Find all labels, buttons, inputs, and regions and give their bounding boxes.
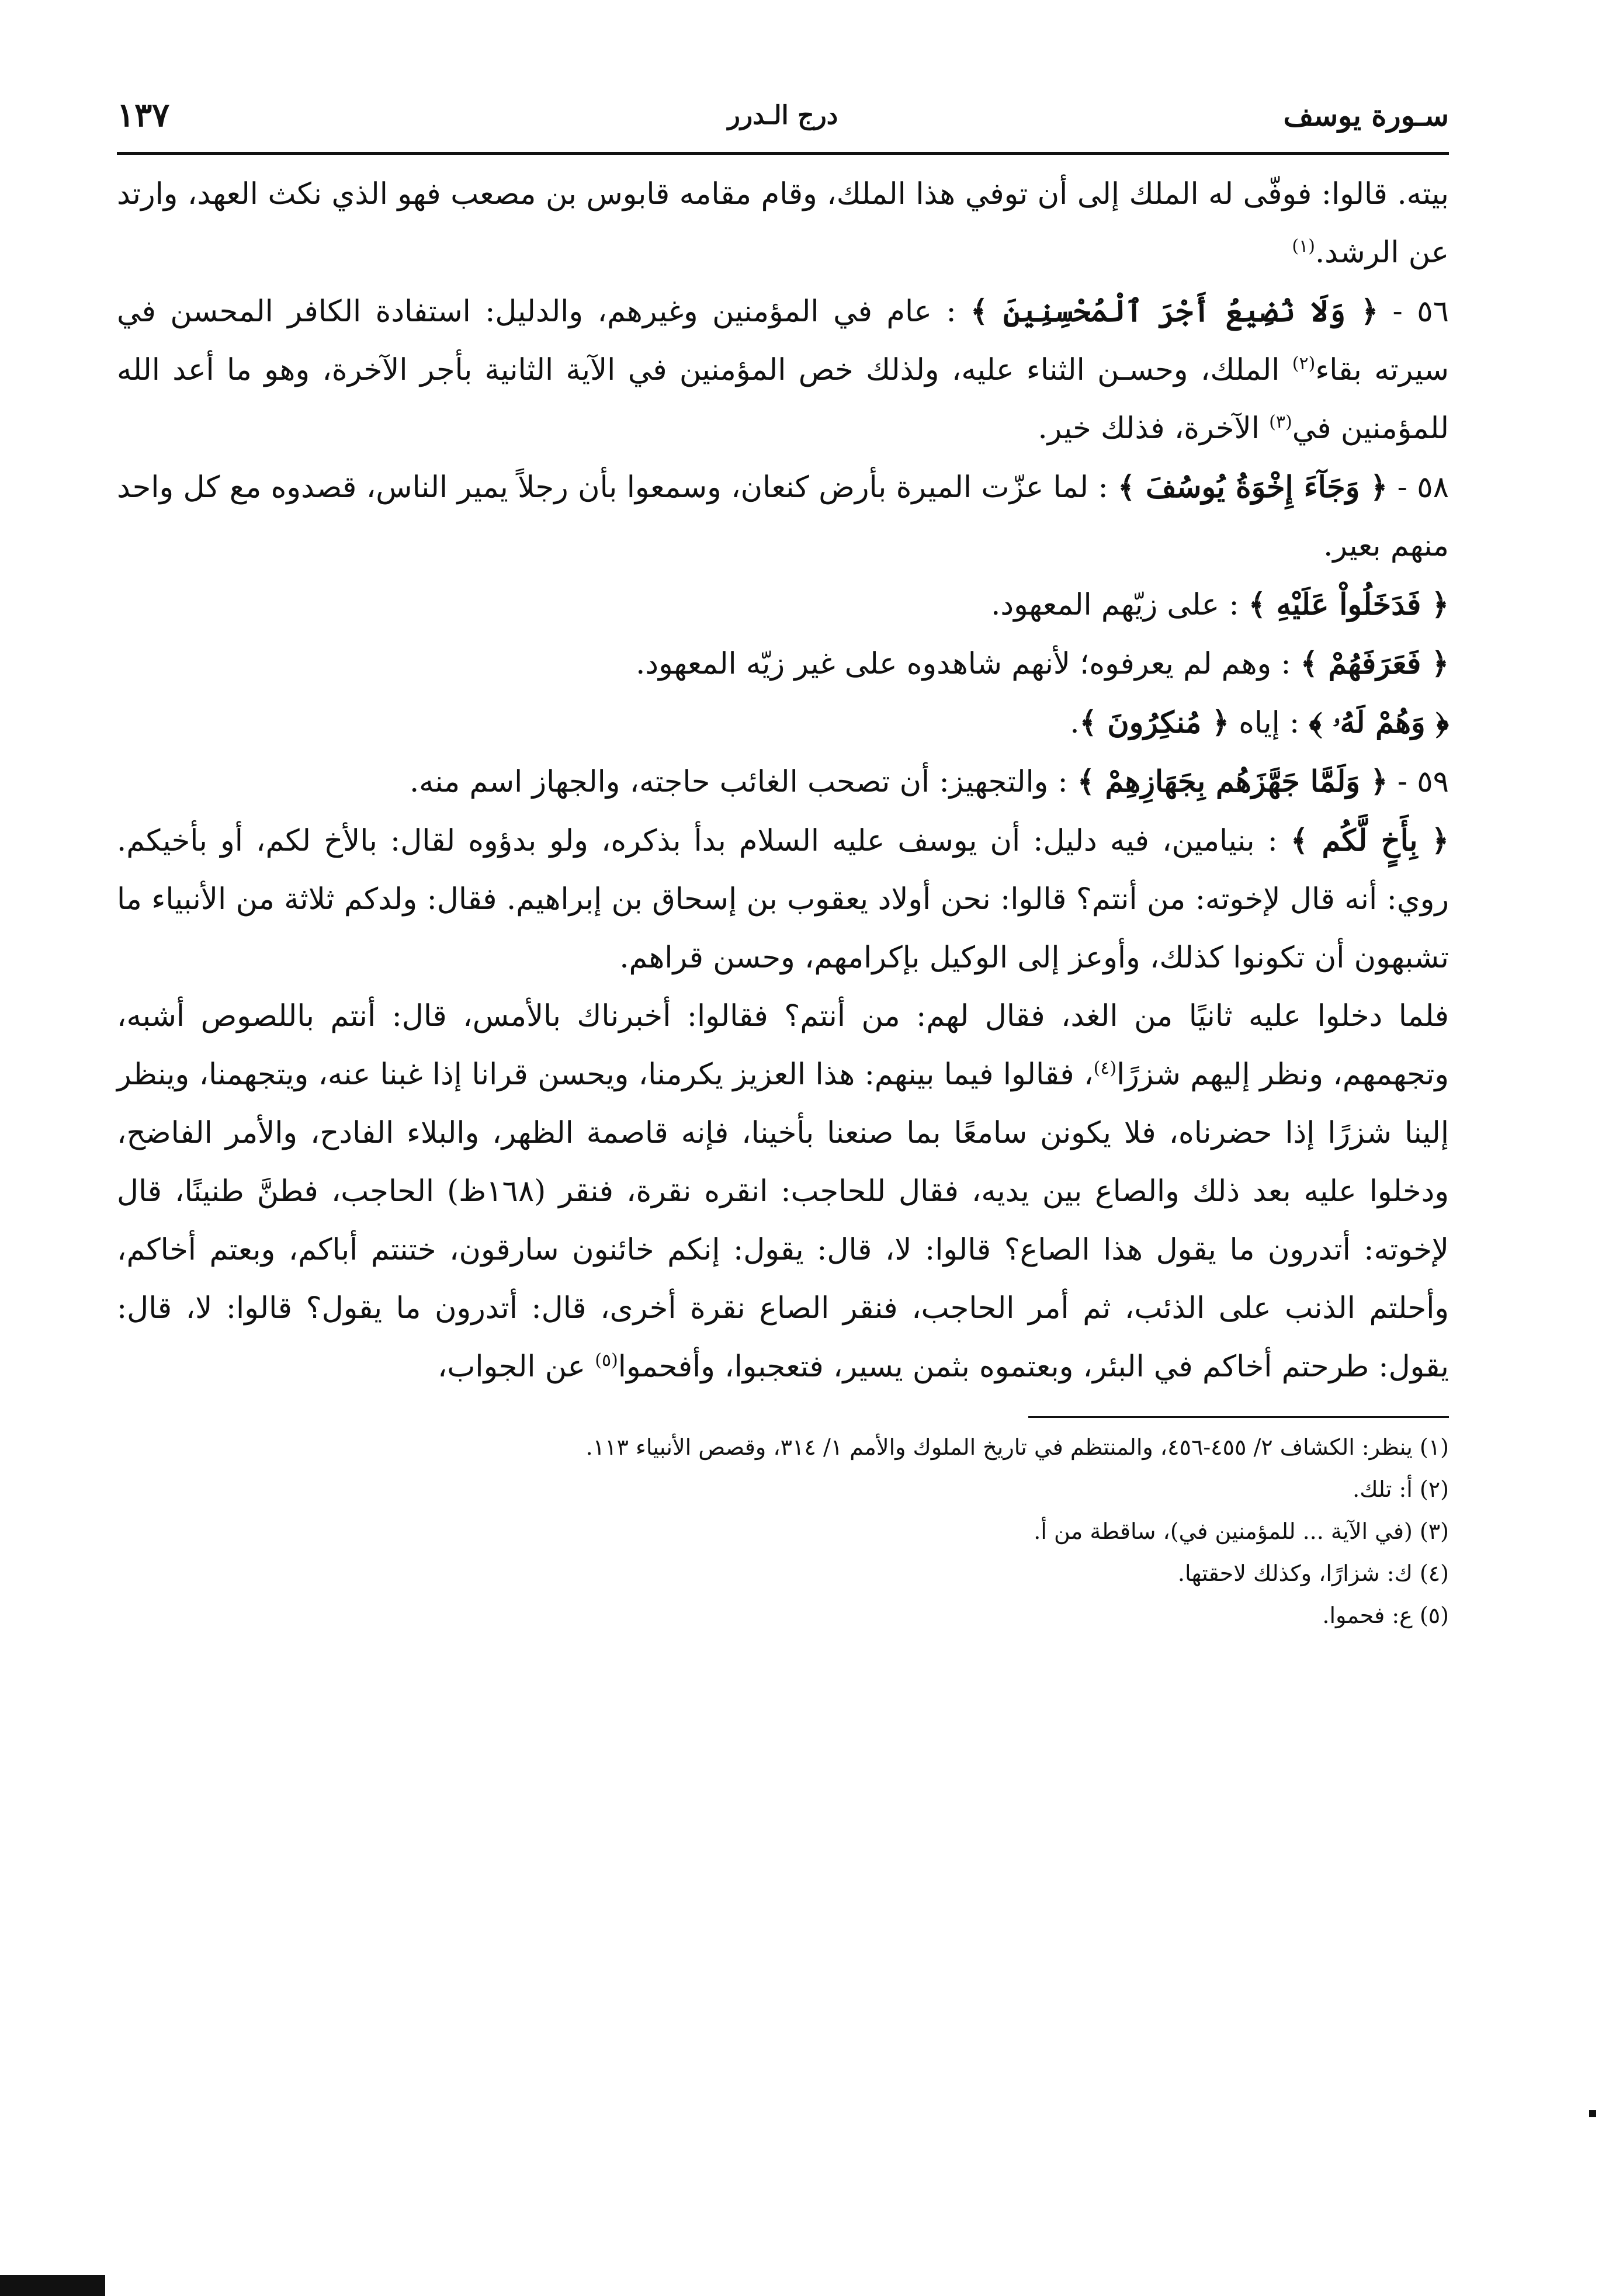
paragraph xyxy=(117,165,1449,282)
text-run: : بنيامين، فيه دليل: أن يوسف عليه السلام بدأ بذكره، ولو بدؤوه لقال: بالأخ لكم، أو بأخيكم. روي: أنه قال لإخوته: من أنتم؟ قالوا: نحن أولاد يعقوب بن إسحاق بن إبراهيم. فقال: ولدكم ثلاثة من الأنبياء ما تشبهون أن تكونوا كذلك، وأوعز إلى الوكيل بإكرامهم، وحسن قراهم. xyxy=(117,824,1449,975)
margin-dot xyxy=(1589,2110,1596,2117)
paragraph xyxy=(117,282,1449,458)
page-number: ١٣٧ xyxy=(117,96,170,134)
quran-verse: ﴿ وَجَآءَ إِخْوَةُ يُوسُفَ ﴾ xyxy=(1118,470,1388,505)
text-run: ٥٨ - xyxy=(1388,470,1450,505)
surah-title: سـورة يوسف xyxy=(1283,98,1449,133)
paragraph xyxy=(117,811,1449,987)
text-run: ، فقالوا فيما بينهم: هذا العزيز يكرمنا، ويحسن قرانا إذا غبنا عنه، ويتجهمنا، وينظر إلينا شزرًا إذا حضرناه، فلا يكونن سامعًا بما صنعنا بأخينا، فإنه قاصمة الظهر، والبلاء الفادح، والأمر الفاضح، ودخلوا عليه بعد ذلك والصاع بين يديه، فقال للحاجب: انقره نقرة، فنقر (١٦٨ظ) الحاجب، فطنَّ طنينًا، قال لإخوته: أتدرون ما يقول هذا الصاع؟ قالوا: لا، قال: يقول: إنكم خائنون سارقون، ختنتم أباكم، وبعتم أخاكم، وأحلتم الذنب على الذئب، ثم أمر الحاجب، فنقر الصاع نقرة أخرى، قال: أتدرون ما يقول؟ قالوا: لا، قال: يقول: طرحتم أخاكم في البئر، وبعتموه بثمن يسير، فتعجبوا، وأفحموا xyxy=(117,1057,1449,1384)
footnote-ref: (٣) xyxy=(1269,412,1292,432)
text-run: عن الجواب، xyxy=(437,1350,595,1384)
text-run: ٥٦ - xyxy=(1378,294,1449,329)
paragraph xyxy=(117,575,1449,634)
text-run: : إياه xyxy=(1229,706,1309,740)
footnote-divider xyxy=(1028,1416,1449,1418)
book-page xyxy=(117,88,1449,2220)
text-run: الآخرة، فذلك خير. xyxy=(1038,411,1270,446)
book-title: درج الـدرر xyxy=(727,100,838,130)
paragraph xyxy=(117,987,1449,1396)
footnote: (١) ينظر: الكشاف ٢/ ٤٥٥-٤٥٦، والمنتظم في تاريخ الملوك والأمم ١/ ٣١٤، وقصص الأنبياء ١١٣. xyxy=(585,1434,1449,1460)
text-run: بيته. قالوا: فوفّى له الملك إلى أن توفي هذا الملك، وقام مقامه قابوس بن مصعب فهو الذي نكث العهد، وارتد عن الرشد. xyxy=(117,177,1449,270)
paragraph xyxy=(117,693,1449,752)
text-run: فلما دخلوا عليه ثانيًا من الغد، فقال لهم: من أنتم؟ فقالوا: أخبرناك بالأمس، قال: أنتم باللصوص أشبه، وتجهمهم، ونظر إليهم شزرًا xyxy=(117,999,1449,1092)
quran-verse: ﴿ وَلَمَّا جَهَّزَهُم بِجَهَازِهِمْ ﴾ xyxy=(1077,764,1388,799)
footnote: (٤) ك: شزارًا، وكذلك لاحقتها. xyxy=(1177,1560,1449,1586)
footnote-ref: (١) xyxy=(1292,236,1315,256)
main-text xyxy=(117,165,1449,1396)
footnote: (٢) أ: تلك. xyxy=(1353,1476,1449,1502)
quran-verse: ﴿ فَعَرَفَهُمْ ﴾ xyxy=(1300,646,1449,681)
text-run: : عام في المؤمنين وغيرهم، والدليل: استفادة الكافر المحسن في سيرته بقاء xyxy=(117,294,1449,387)
text-run: : وهم لم يعرفوه؛ لأنهم شاهدوه على غير زيّه المعهود. xyxy=(636,647,1301,681)
page-header xyxy=(117,88,1449,155)
margin-bar xyxy=(0,2275,105,2296)
text-run: . xyxy=(1070,706,1080,740)
paragraph xyxy=(117,752,1449,811)
paragraph xyxy=(117,634,1449,693)
text-run: الملك، وحسـن الثناء عليه، ولذلك خص المؤمنين في الآية الثانية بأجر الآخرة، وهو ما أعد الله للمؤمنين في xyxy=(117,353,1449,446)
quran-verse: ﴿ فَدَخَلُواْ عَلَيْهِ ﴾ xyxy=(1248,587,1449,622)
text-run: : والتجهيز: أن تصحب الغائب حاجته، والجهاز اسم منه. xyxy=(409,765,1077,799)
quran-verse: ﴿ وَهُمْ لَهُۥ ﴾ xyxy=(1309,705,1449,740)
paragraph xyxy=(117,458,1449,575)
text-run: : على زيّهم المعهود. xyxy=(991,588,1249,622)
footnote: (٥) ع: فحموا. xyxy=(1322,1603,1449,1628)
text-run: : لما عزّت الميرة بأرض كنعان، وسمعوا بأن رجلاً يمير الناس، قصدوه مع كل واحد منهم بعير. xyxy=(117,470,1449,563)
quran-verse: ﴿ وَلَا نُضِيعُ أَجْرَ ٱلْمُحْسِنِينَ ﴾ xyxy=(970,294,1378,329)
footnote-ref: (٤) xyxy=(1093,1058,1117,1078)
quran-verse: ﴿ مُنكِرُونَ ﴾ xyxy=(1079,705,1229,740)
footnotes xyxy=(117,1426,1449,1636)
footnote-ref: (٥) xyxy=(595,1350,618,1371)
quran-verse: ﴿ بِأَخٍ لَّكُم ﴾ xyxy=(1290,823,1449,858)
footnote-ref: (٢) xyxy=(1292,353,1316,374)
text-run: ٥٩ - xyxy=(1388,765,1449,799)
footnote: (٣) (في الآية ... للمؤمنين في)، ساقطة من أ. xyxy=(1034,1518,1449,1544)
